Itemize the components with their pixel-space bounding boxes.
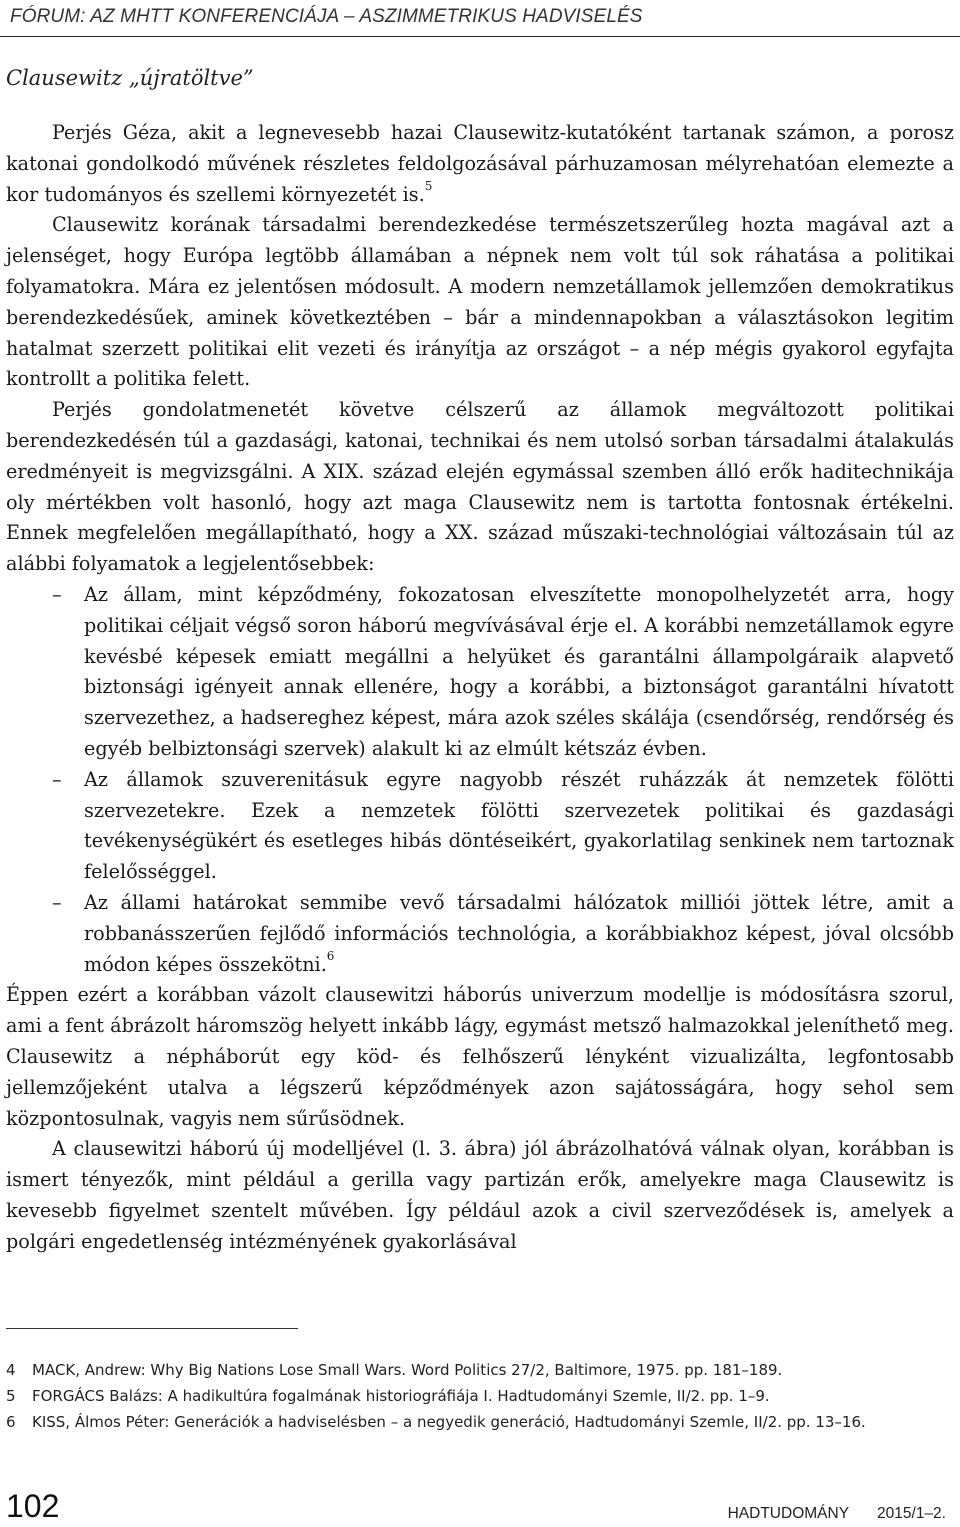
list-item: [6, 580, 954, 765]
footnote-5: [6, 1383, 946, 1409]
journal-issue: 2015/1–2.: [877, 1505, 946, 1522]
dash-bullet: –: [52, 582, 62, 606]
dash-bullet: –: [52, 890, 62, 914]
list-item-text: Az államok szuverenitásuk egyre nagyobb részét ruházzák át nemzetek fölötti szervezetekre. Ezek a nemzetek fölötti szervezetek politikai és gazdasági tevékenységükért és esetleges hibás döntéseikért, gyakorlatilag senkinek nem tartoznak felelősséggel.: [84, 767, 954, 884]
footnote-6: [6, 1409, 946, 1435]
page-number: 102: [6, 1488, 60, 1524]
article-body: [6, 118, 954, 1257]
footnote-rule: [6, 1328, 298, 1329]
footnotes: [6, 1357, 946, 1435]
footnote-number: 4: [6, 1361, 16, 1379]
list-item-text: Az állam, mint képződmény, fokozatosan elveszítette monopolhelyzetét arra, hogy politikai céljait végső soron háború megvívásával érje el. A korábbi nemzetállamok egyre kevésbé képesek emiatt megállni a helyüket és garantálni állampolgáraik alapvető biztonsági igényeit annak ellenére, hogy a korábbi, a biztonságot garantálni hívatott szervezethez, a hadsereghez képest, mára azok széles skálája (csendőrség, rendőrség és egyéb belbiztonsági szervek) alakult ki az elmúlt kétszáz évben.: [84, 582, 954, 760]
list-item-text: Az állami határokat semmibe vevő társadalmi hálózatok milliói jöttek létre, amit a robbanásszerűen fejlődő információs technológia, a korábbiakhoz képest, jóval olcsóbb módon képes összekötni.: [84, 890, 954, 976]
footnote-text: MACK, Andrew: Why Big Nations Lose Small Wars. Word Politics 27/2, Baltimore, 1975. pp. 181–189.: [32, 1361, 783, 1379]
footnote-ref-5[interactable]: 5: [424, 179, 433, 194]
running-head: FÓRUM: AZ MHTT KONFERENCIÁJA – ASZIMMETRIKUS HADVISELÉS: [10, 6, 643, 27]
bullet-list: [6, 580, 954, 980]
paragraph-3: Perjés gondolatmenetét követve célszerű az államok megváltozott politikai berendezkedésén túl a gazdasági, katonai, technikai és nem utolsó sorban társadalmi átalakulás eredményeit is megvizsgálni. A XIX. század elején egymással szemben álló erők haditechnikája oly mértékben volt hasonló, hogy azt maga Clausewitz nem is tartotta fontosnak értékelni. Ennek megfelelően megállapítható, hogy a XX. század műszaki-technológiai változásain túl az alábbi folyamatok a legjelentősebbek:: [6, 398, 954, 576]
footnote-text: FORGÁCS Balázs: A hadikultúra fogalmának historiográfiája I. Hadtudományi Szemle, II/2. pp. 1–9.: [32, 1387, 770, 1405]
footnote-number: 5: [6, 1387, 16, 1405]
dash-bullet: –: [52, 767, 62, 791]
footnote-number: 6: [6, 1413, 16, 1431]
list-item: [6, 888, 954, 980]
header-rule: [0, 36, 960, 37]
paragraph-4: Éppen ezért a korábban vázolt clausewitzi háborús univerzum modellje is módosításra szorul, ami a fent ábrázolt háromszög helyett inkább lágy, egymást metsző halmazokkal jeleníthető meg. Clausewitz a népháborút egy köd- és felhőszerű lényként vizualizálta, legfontosabb jellemzőjeként utalva a légszerű képződmények azon sajátosságára, hogy sehol sem központosulnak, vagyis nem sűrűsödnek.: [6, 983, 954, 1130]
paragraph-5: A clausewitzi háború új modelljével (l. 3. ábra) jól ábrázolhatóvá válnak olyan, korábban is ismert tényezők, mint például a gerilla vagy partizán erők, amelyekre maga Clausewitz is kevesebb figyelmet szentelt művében. Így például azok a civil szerveződések is, amelyek a polgári engedetlenség intézményének gyakorlásával: [6, 1137, 954, 1253]
journal-label: [728, 1505, 946, 1523]
section-title: Clausewitz „újratöltve”: [6, 66, 254, 90]
footnote-4: [6, 1357, 946, 1383]
footnote-text: KISS, Álmos Péter: Generációk a hadviselésben – a negyedik generáció, Hadtudományi Szemle, II/2. pp. 13–16.: [32, 1413, 866, 1431]
footnote-ref-6[interactable]: 6: [326, 949, 335, 964]
list-item: [6, 765, 954, 888]
paragraph-1-text: Perjés Géza, akit a legnevesebb hazai Clausewitz-kutatóként tartanak számon, a porosz katonai gondolkodó művének részletes feldolgozásával párhuzamosan mélyrehatóan elemezte a kor tudományos és szellemi környezetét is.: [6, 121, 954, 206]
paragraph-2: Clausewitz korának társadalmi berendezkedése természetszerűleg hozta magával azt a jelenséget, hogy Európa legtöbb államában a népnek nem volt túl sok ráhatása a politikai folyamatokra. Mára ez jelentősen módosult. A modern nemzetállamok jellemzően demokratikus berendezkedésűek, aminek következtében – bár a mindennapokban a választásokon legitim hatalmat szerzett politikai elit vezeti és irányítja az országot – a nép mégis gyakorol egyfajta kontrollt a politika felett.: [6, 213, 954, 391]
paragraph-1: [6, 118, 954, 210]
journal-name: HADTUDOMÁNY: [727, 1505, 850, 1522]
